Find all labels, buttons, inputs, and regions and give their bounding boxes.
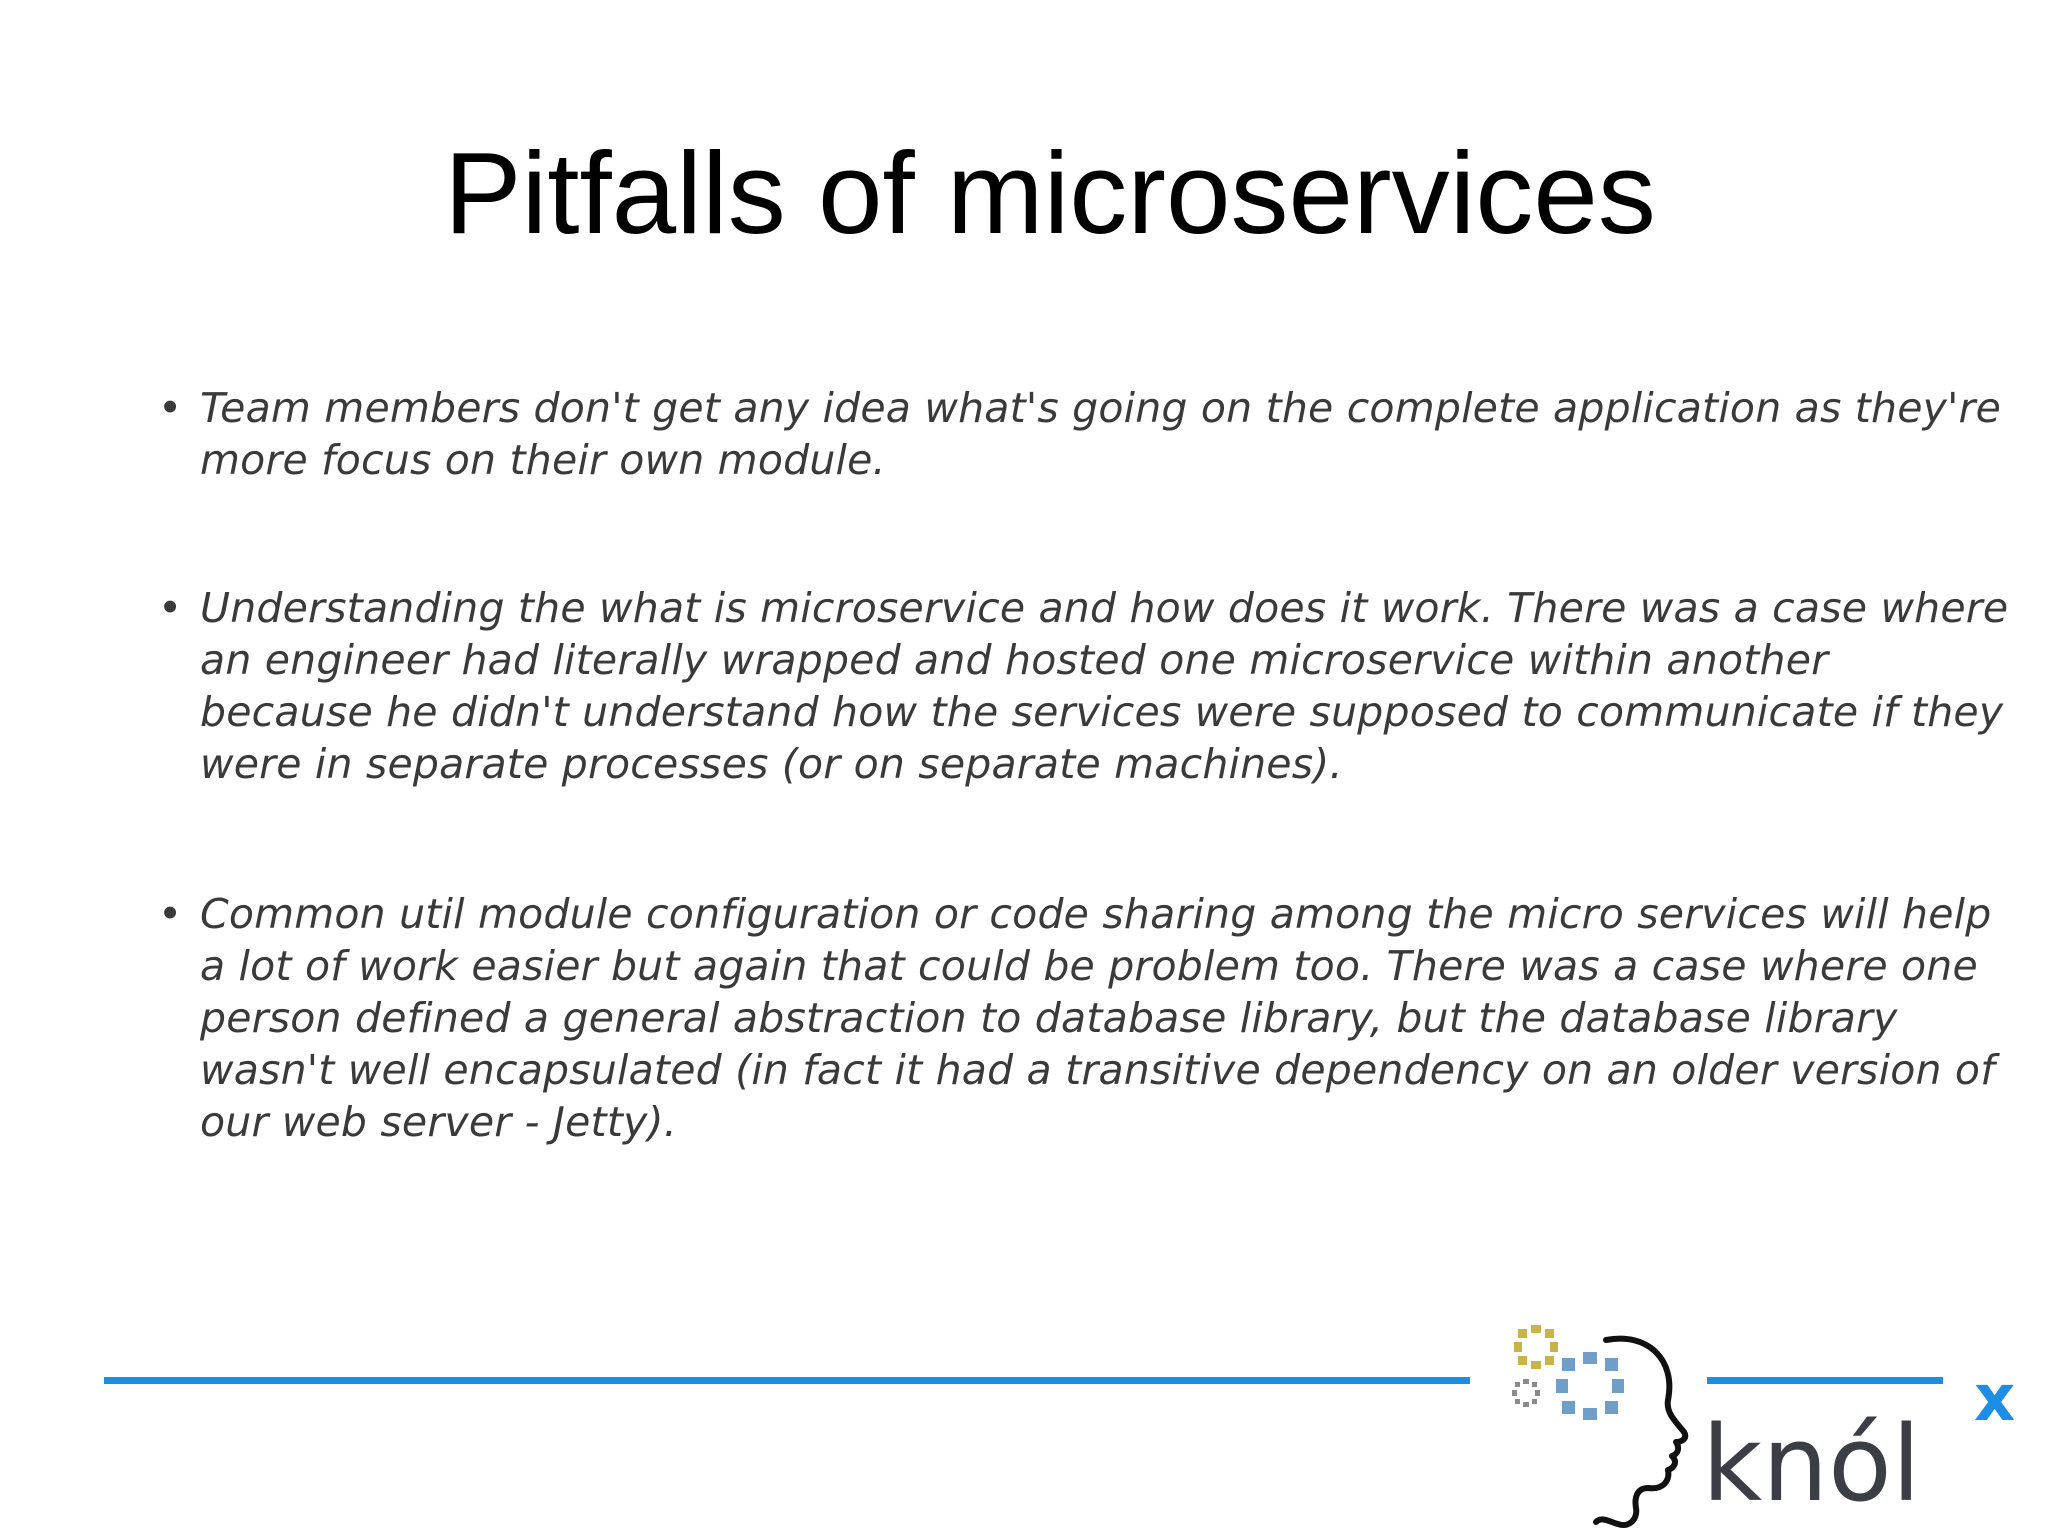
head-gears-icon — [1498, 1320, 2038, 1535]
slide-title: Pitfalls of microservices — [444, 128, 1656, 258]
bullet-text: Understanding the what is microservice and how does it work. There was a case where an engineer had literally wrapped and hosted one microservice within another because he didn't understand how the services were supposed to communicate if they were in separate processes (or on separate machines). — [200, 584, 2009, 788]
logo-superscript: x — [1974, 1362, 2016, 1436]
bullet-item — [152, 888, 2012, 1148]
bullet-item — [152, 582, 2012, 790]
footer-divider-left — [104, 1377, 1470, 1384]
bullet-list — [152, 382, 2012, 1148]
bullet-marker: • — [158, 584, 183, 632]
bullet-item — [152, 382, 2012, 486]
bullet-text: Team members don't get any idea what's going on the complete application as they're more focus on their own module. — [200, 384, 2002, 484]
bullet-marker: • — [158, 890, 183, 938]
bullet-text: Common util module configuration or code sharing among the micro services will help a lot of work easier but again that could be problem too. There was a case where one person defined a general abstraction to database library, but the database library wasn't well encapsulated (in fact it had a transitive dependency on an older version of our web server - Jetty). — [200, 890, 1995, 1146]
bullet-marker: • — [158, 384, 183, 432]
knolx-logo — [1498, 1320, 2038, 1535]
logo-text: knól — [1702, 1403, 1921, 1525]
